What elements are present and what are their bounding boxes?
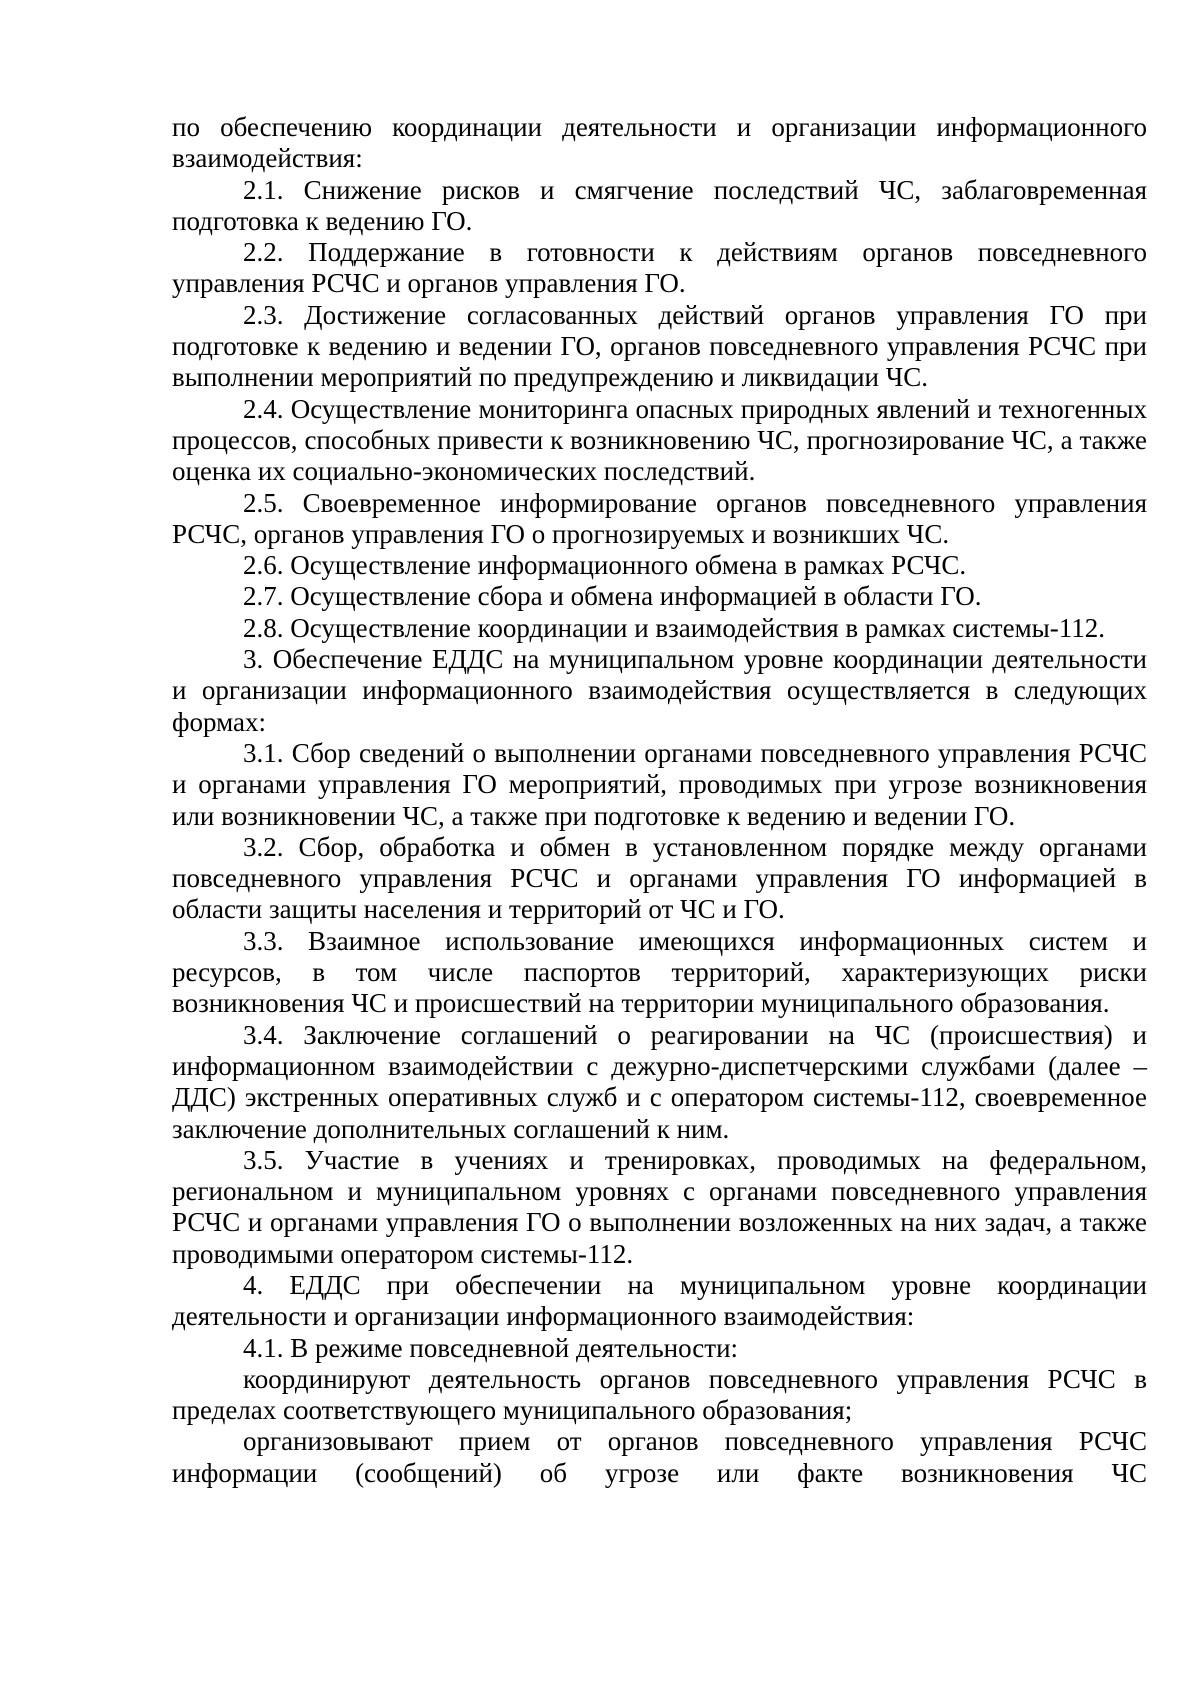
- document-page: [172, 112, 1147, 1489]
- paragraph-3-5: 3.5. Участие в учениях и тренировках, проводимых на федеральном, региональном и муниципальном уровнях с органами повседневного управления РСЧС и органами управления ГО о выполнении возложенных на них задач, а также проводимыми оператором системы-112.: [172, 1144, 1147, 1269]
- paragraph-3-2: 3.2. Сбор, обработка и обмен в установленном порядке между органами повседневного управления РСЧС и органами управления ГО информацией в области защиты населения и территорий от ЧС и ГО.: [172, 831, 1147, 925]
- paragraph-4-1-coordinate: координируют деятельность органов повседневного управления РСЧС в пределах соответствующего муниципального образования;: [172, 1363, 1147, 1426]
- paragraph-3-4: 3.4. Заключение соглашений о реагировании на ЧС (происшествия) и информационном взаимодействии с дежурно-диспетчерскими службами (далее – ДДС) экстренных оперативных служб и с оператором системы-112, своевременное заключение дополнительных соглашений к ним.: [172, 1019, 1147, 1144]
- paragraph-2-5: 2.5. Своевременное информирование органов повседневного управления РСЧС, органов управления ГО о прогнозируемых и возникших ЧС.: [172, 487, 1147, 549]
- paragraph-2-1: 2.1. Снижение рисков и смягчение последствий ЧС, заблаговременная подготовка к ведению ГО.: [172, 174, 1147, 236]
- paragraph-2-6: 2.6. Осуществление информационного обмена в рамках РСЧС.: [243, 550, 967, 581]
- paragraph-2-8: 2.8. Осуществление координации и взаимодействия в рамках системы-112.: [243, 612, 1106, 643]
- paragraph-3-1: 3.1. Сбор сведений о выполнении органами повседневного управления РСЧС и органами управления ГО мероприятий, проводимых при угрозе возникновения или возникновении ЧС, а также при подготовке к ведению и ведении ГО.: [172, 737, 1147, 831]
- paragraph-4-1: 4.1. В режиме повседневной деятельности:: [243, 1332, 739, 1363]
- paragraph-3: 3. Обеспечение ЕДДС на муниципальном уровне координации деятельности и организации информационного взаимодействия осуществляется в следующих формах:: [172, 644, 1147, 737]
- paragraph-4-1-organize: организовывают прием от органов повседневного управления РСЧС информации (сообщений) об угрозе или факте возникновения ЧС: [172, 1426, 1147, 1488]
- paragraph-2-3: 2.3. Достижение согласованных действий органов управления ГО при подготовке к ведению и ведении ГО, органов повседневного управления РСЧС при выполнении мероприятий по предупреждению и ликвидации ЧС.: [172, 299, 1147, 393]
- paragraph-2-2: 2.2. Поддержание в готовности к действиям органов повседневного управления РСЧС и органов управления ГО.: [172, 237, 1147, 299]
- paragraph-3-3: 3.3. Взаимное использование имеющихся информационных систем и ресурсов, в том числе паспортов территорий, характеризующих риски возникновения ЧС и происшествий на территории муниципального образования.: [172, 925, 1147, 1019]
- paragraph-2-4: 2.4. Осуществление мониторинга опасных природных явлений и техногенных процессов, способных привести к возникновению ЧС, прогнозирование ЧС, а также оценка их социально-экономических последствий.: [172, 393, 1147, 487]
- paragraph-2-7: 2.7. Осуществление сбора и обмена информацией в области ГО.: [243, 581, 982, 612]
- paragraph-4: 4. ЕДДС при обеспечении на муниципальном уровне координации деятельности и организации информационного взаимодействия:: [172, 1269, 1147, 1332]
- paragraph-intro: по обеспечению координации деятельности и организации информационного взаимодействия:: [172, 112, 1147, 174]
